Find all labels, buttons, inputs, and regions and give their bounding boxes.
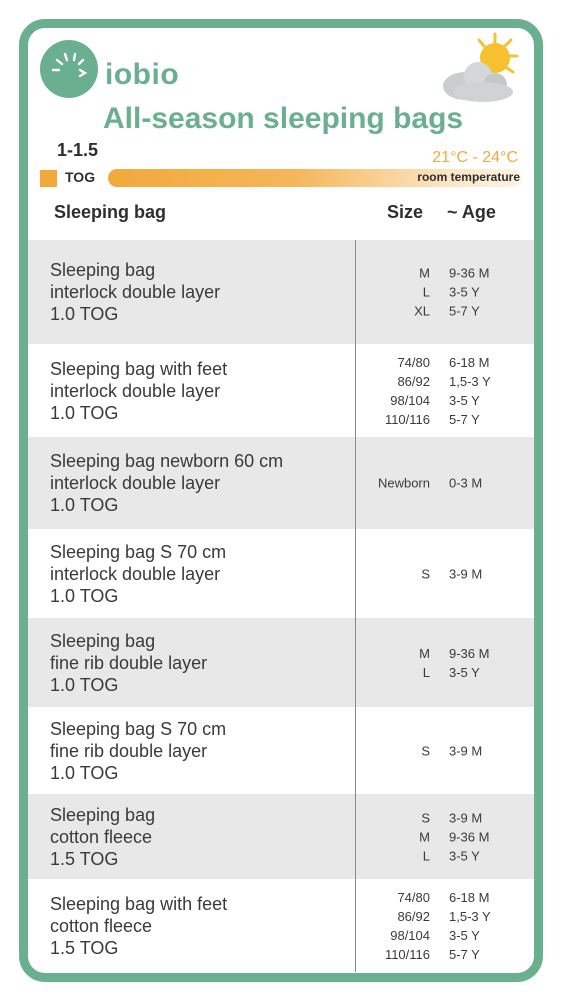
size-value: S xyxy=(421,743,430,758)
size-list xyxy=(419,644,430,682)
table-row xyxy=(28,879,534,972)
age-value: 3-5 Y xyxy=(449,848,480,863)
brand-name: iobio xyxy=(105,58,180,91)
table-row xyxy=(28,618,534,707)
temperature-label: room temperature xyxy=(417,170,520,184)
size-value: 86/92 xyxy=(397,373,430,389)
size-value: L xyxy=(422,848,430,863)
product-name-line: 1.5 TOG xyxy=(50,848,119,869)
age-list xyxy=(449,808,489,865)
table-row xyxy=(28,240,534,344)
table-row xyxy=(28,707,534,794)
age-list xyxy=(449,741,482,760)
table-row xyxy=(28,529,534,618)
age-list xyxy=(449,888,491,964)
size-value: XL xyxy=(414,303,430,319)
size-list xyxy=(378,474,430,493)
product-name-line: 1.0 TOG xyxy=(50,402,119,423)
age-value: 9-36 M xyxy=(449,829,490,844)
column-header-age: ~ Age xyxy=(447,202,496,222)
product-name xyxy=(50,259,350,325)
product-name-line: 1.0 TOG xyxy=(50,495,119,515)
size-value: 110/116 xyxy=(384,411,430,427)
sleeping-bag-card xyxy=(19,19,543,982)
tog-range: 1-1.5 xyxy=(57,140,99,160)
table-row xyxy=(28,437,534,529)
product-name xyxy=(50,358,350,424)
size-list xyxy=(419,808,430,865)
age-list xyxy=(449,564,482,583)
product-name-line: cotton fleece xyxy=(50,915,153,936)
product-name-line: Sleeping bag xyxy=(50,260,156,280)
age-value: 5-7 Y xyxy=(449,303,480,319)
tog-label: TOG xyxy=(65,169,96,185)
product-name-line: interlock double layer xyxy=(50,473,221,493)
product-name-line: 1.0 TOG xyxy=(50,762,119,783)
size-value: M xyxy=(419,265,430,281)
product-name xyxy=(50,450,350,516)
product-name-line: 1.0 TOG xyxy=(50,674,119,695)
product-name xyxy=(50,804,350,870)
age-value: 9-36 M xyxy=(449,645,490,661)
age-value: 3-5 Y xyxy=(449,664,480,680)
size-value: S xyxy=(421,566,430,581)
age-value: 3-5 Y xyxy=(449,392,480,408)
size-value: Newborn xyxy=(377,475,430,491)
age-value: 1,5-3 Y xyxy=(449,908,491,924)
tog-color-swatch xyxy=(40,170,57,187)
size-value: M xyxy=(419,645,430,661)
age-list xyxy=(449,264,489,321)
age-value: 0-3 M xyxy=(449,475,483,491)
age-list xyxy=(449,474,482,493)
size-list xyxy=(385,353,430,429)
table-header xyxy=(28,198,534,240)
age-value: 3-5 Y xyxy=(449,284,480,300)
table-row xyxy=(28,794,534,879)
product-name xyxy=(50,718,350,784)
age-value: 3-9 M xyxy=(449,566,483,581)
temperature-value: 21°C - 24°C xyxy=(432,149,518,166)
size-value: 98/104 xyxy=(390,392,430,408)
page-title: All-season sleeping bags xyxy=(103,102,464,135)
age-value: 3-9 M xyxy=(449,743,483,758)
product-name-line: cotton fleece xyxy=(50,826,153,847)
product-name-line: Sleeping bag xyxy=(50,804,156,825)
product-name xyxy=(50,893,350,959)
sun-rays-icon xyxy=(40,40,98,98)
product-name-line: Sleeping bag S 70 cm xyxy=(50,541,227,562)
age-list xyxy=(449,353,491,429)
age-value: 3-9 M xyxy=(449,810,483,825)
size-list xyxy=(421,564,430,583)
age-value: 1,5-3 Y xyxy=(449,373,491,389)
product-name-line: 1.0 TOG xyxy=(50,304,119,324)
size-value: 74/80 xyxy=(397,889,430,905)
size-value: 74/80 xyxy=(397,354,430,370)
sun-behind-cloud-icon xyxy=(433,30,523,110)
product-name-line: 1.0 TOG xyxy=(50,585,119,606)
age-value: 3-5 Y xyxy=(449,927,480,943)
column-header-size: Size xyxy=(387,202,424,222)
product-name-line: Sleeping bag with feet xyxy=(50,893,228,914)
product-name-line: Sleeping bag with feet xyxy=(50,358,228,379)
age-value: 5-7 Y xyxy=(449,411,480,427)
column-header-name: Sleeping bag xyxy=(54,202,167,222)
product-name-line: fine rib double layer xyxy=(50,652,208,673)
product-name-line: Sleeping bag xyxy=(50,630,156,651)
size-value: S xyxy=(421,810,430,825)
age-value: 6-18 M xyxy=(449,889,490,905)
age-list xyxy=(449,644,489,682)
size-value: 110/116 xyxy=(384,946,430,962)
size-value: L xyxy=(422,284,430,300)
column-divider xyxy=(355,240,356,972)
age-value: 5-7 Y xyxy=(449,946,480,962)
product-table xyxy=(28,240,534,972)
product-name-line: interlock double layer xyxy=(50,563,221,584)
size-list xyxy=(414,264,430,321)
size-list xyxy=(421,741,430,760)
size-value: M xyxy=(419,829,430,844)
size-value: 86/92 xyxy=(397,908,430,924)
product-name xyxy=(50,541,350,607)
product-name-line: 1.5 TOG xyxy=(50,937,119,958)
product-name-line: interlock double layer xyxy=(50,282,221,302)
product-name-line: Sleeping bag S 70 cm xyxy=(50,718,227,739)
table-row xyxy=(28,344,534,437)
product-name-line: fine rib double layer xyxy=(50,740,208,761)
size-value: L xyxy=(422,664,430,680)
size-value: 98/104 xyxy=(390,927,430,943)
size-list xyxy=(385,888,430,964)
product-name xyxy=(50,630,350,696)
product-name-line: interlock double layer xyxy=(50,380,221,401)
age-value: 6-18 M xyxy=(449,354,490,370)
product-name-line: Sleeping bag newborn 60 cm xyxy=(50,451,284,471)
age-value: 9-36 M xyxy=(449,265,490,281)
